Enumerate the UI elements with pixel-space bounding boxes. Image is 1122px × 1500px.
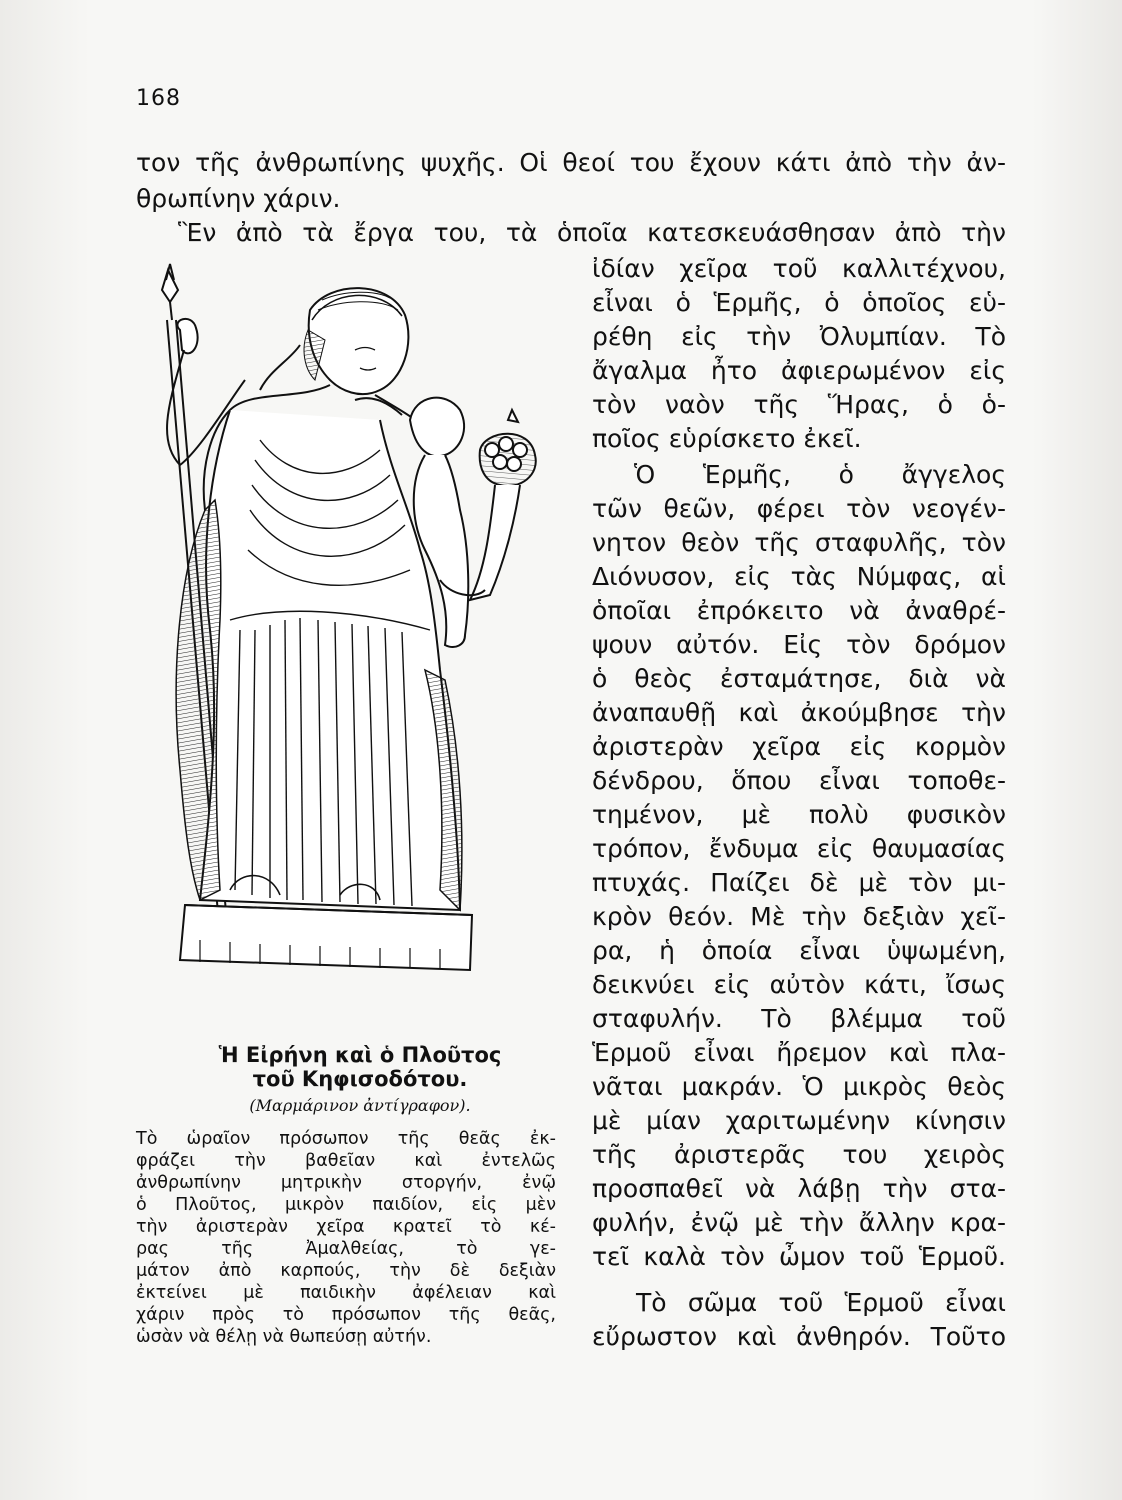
text-line: ρέθη εἰς τὴν Ὀλυμπίαν. Τὸ [592,322,1006,351]
figure-note-line: ὁ Πλοῦτος, μικρὸν παιδίον, εἰς μὲν [136,1195,556,1215]
text-line: ποῖος εὑρίσκετο ἐκεῖ. [592,424,862,453]
text-line: θρωπίνην χάριν. [136,184,341,213]
text-line: προσπαθεῖ νὰ λάβῃ τὴν στα- [592,1174,1006,1203]
figure-note-line: φράζει τὴν βαθεῖαν καὶ ἐντελῶς [136,1151,556,1171]
figure-caption-title: Ἡ Εἰρήνη καὶ ὁ Πλοῦτος [218,1043,502,1067]
figure-note-line: ὡσὰν νὰ θέλῃ νὰ θωπεύσῃ αὐτήν. [136,1327,432,1347]
text-line: ψουν αὐτόν. Εἰς τὸν δρόμον [592,630,1006,659]
text-line: Τὸ σῶμα τοῦ Ἑρμοῦ εἶναι [636,1288,1006,1317]
text-line: τον τῆς ἀνθρωπίνης ψυχῆς. Οἱ θεοί του ἔχουν κάτι ἀπὸ τὴν ἀν- [136,148,1006,177]
text-line: ἀναπαυθῇ καὶ ἀκούμβησε τὴν [592,698,1006,727]
text-line: κρὸν θεόν. Μὲ τὴν δεξιὰν χεῖ- [592,902,1006,931]
text-line: πτυχάς. Παίζει δὲ μὲ τὸν μι- [592,868,1006,897]
statue-illustration [140,250,570,1030]
text-line: ὁ θεὸς ἐσταμάτησε, διὰ νὰ [592,664,1006,693]
text-line: φυλήν, ἐνῷ μὲ τὴν ἄλλην κρα- [592,1208,1006,1237]
text-line: ἀριστερὰν χεῖρα εἰς κορμὸν [592,732,1006,761]
text-line: τῶν θεῶν, φέρει τὸν νεογέν- [592,494,1006,523]
text-line: Ἑρμοῦ εἶναι ἤρεμον καὶ πλα- [592,1038,1006,1067]
figure-note-line: ἀνθρωπίνην μητρικὴν στοργήν, ἐνῷ [136,1173,556,1193]
text-line: δένδρου, ὅπου εἶναι τοποθε- [592,766,1006,795]
figure-note-line: χάριν πρὸς τὸ πρόσωπον τῆς θεᾶς, [136,1305,556,1325]
figure-note-line: Τὸ ὡραῖον πρόσωπον τῆς θεᾶς ἐκ- [136,1129,556,1149]
text-line: τεῖ καλὰ τὸν ὦμον τοῦ Ἑρμοῦ. [592,1242,1006,1271]
text-line: ὁποῖαι ἐπρόκειτο νὰ ἀναθρέ- [592,596,1006,625]
text-line: δεικνύει εἰς αὐτὸν κάτι, ἴσως [592,970,1006,999]
text-line: εἶναι ὁ Ἑρμῆς, ὁ ὁποῖος εὑ- [592,288,1006,317]
text-line: Ὁ Ἑρμῆς, ὁ ἄγγελος [634,460,1006,489]
figure-note-line: ρας τῆς Ἀμαλθείας, τὸ γε- [136,1239,556,1259]
figure-note-line: ἐκτείνει μὲ παιδικὴν ἀφέλειαν καὶ [136,1283,556,1303]
figure-subcaption: (Μαρμάρινον ἀντίγραφον). [249,1096,471,1115]
text-line: Διόνυσον, εἰς τὰς Νύμφας, αἱ [592,562,1006,591]
text-line: νητον θεὸν τῆς σταφυλῆς, τὸν [592,528,1006,557]
text-line: σταφυλήν. Τὸ βλέμμα τοῦ [592,1004,1006,1033]
text-line: τρόπον, ἔνδυμα εἰς θαυμασίας [592,834,1006,863]
eirene-ploutos-drawing [140,250,570,1030]
text-line: μὲ μίαν χαριτωμένην κίνησιν [592,1106,1006,1135]
text-line: τῆς ἀριστερᾶς του χειρὸς [592,1140,1006,1169]
text-line: εὔρωστον καὶ ἀνθηρόν. Τοῦτο [592,1322,1006,1351]
page-number: 168 [136,86,181,111]
figure-note-line: μάτον ἀπὸ καρπούς, τὴν δὲ δεξιὰν [136,1261,556,1281]
text-line: τημένον, μὲ πολὺ φυσικὸν [592,800,1006,829]
text-line: τὸν ναὸν τῆς Ἥρας, ὁ ὁ- [592,390,1006,419]
figure-caption-author: τοῦ Κηφισοδότου. [252,1067,468,1091]
text-line: ἰδίαν χεῖρα τοῦ καλλιτέχνου, [592,254,1006,283]
text-line: νᾶται μακράν. Ὁ μικρὸς θεὸς [592,1072,1006,1101]
text-line: ἄγαλμα ἦτο ἀφιερωμένον εἰς [592,356,1006,385]
figure-note-line: τὴν ἀριστερὰν χεῖρα κρατεῖ τὸ κέ- [136,1217,556,1237]
statue-base [180,905,472,970]
text-line: Ἓν ἀπὸ τὰ ἔργα του, τὰ ὁποῖα κατεσκευάσθησαν ἀπὸ τὴν [178,218,1006,247]
cornucopia [470,410,536,600]
text-line: ρα, ἡ ὁποία εἶναι ὑψωμένη, [592,936,1006,965]
